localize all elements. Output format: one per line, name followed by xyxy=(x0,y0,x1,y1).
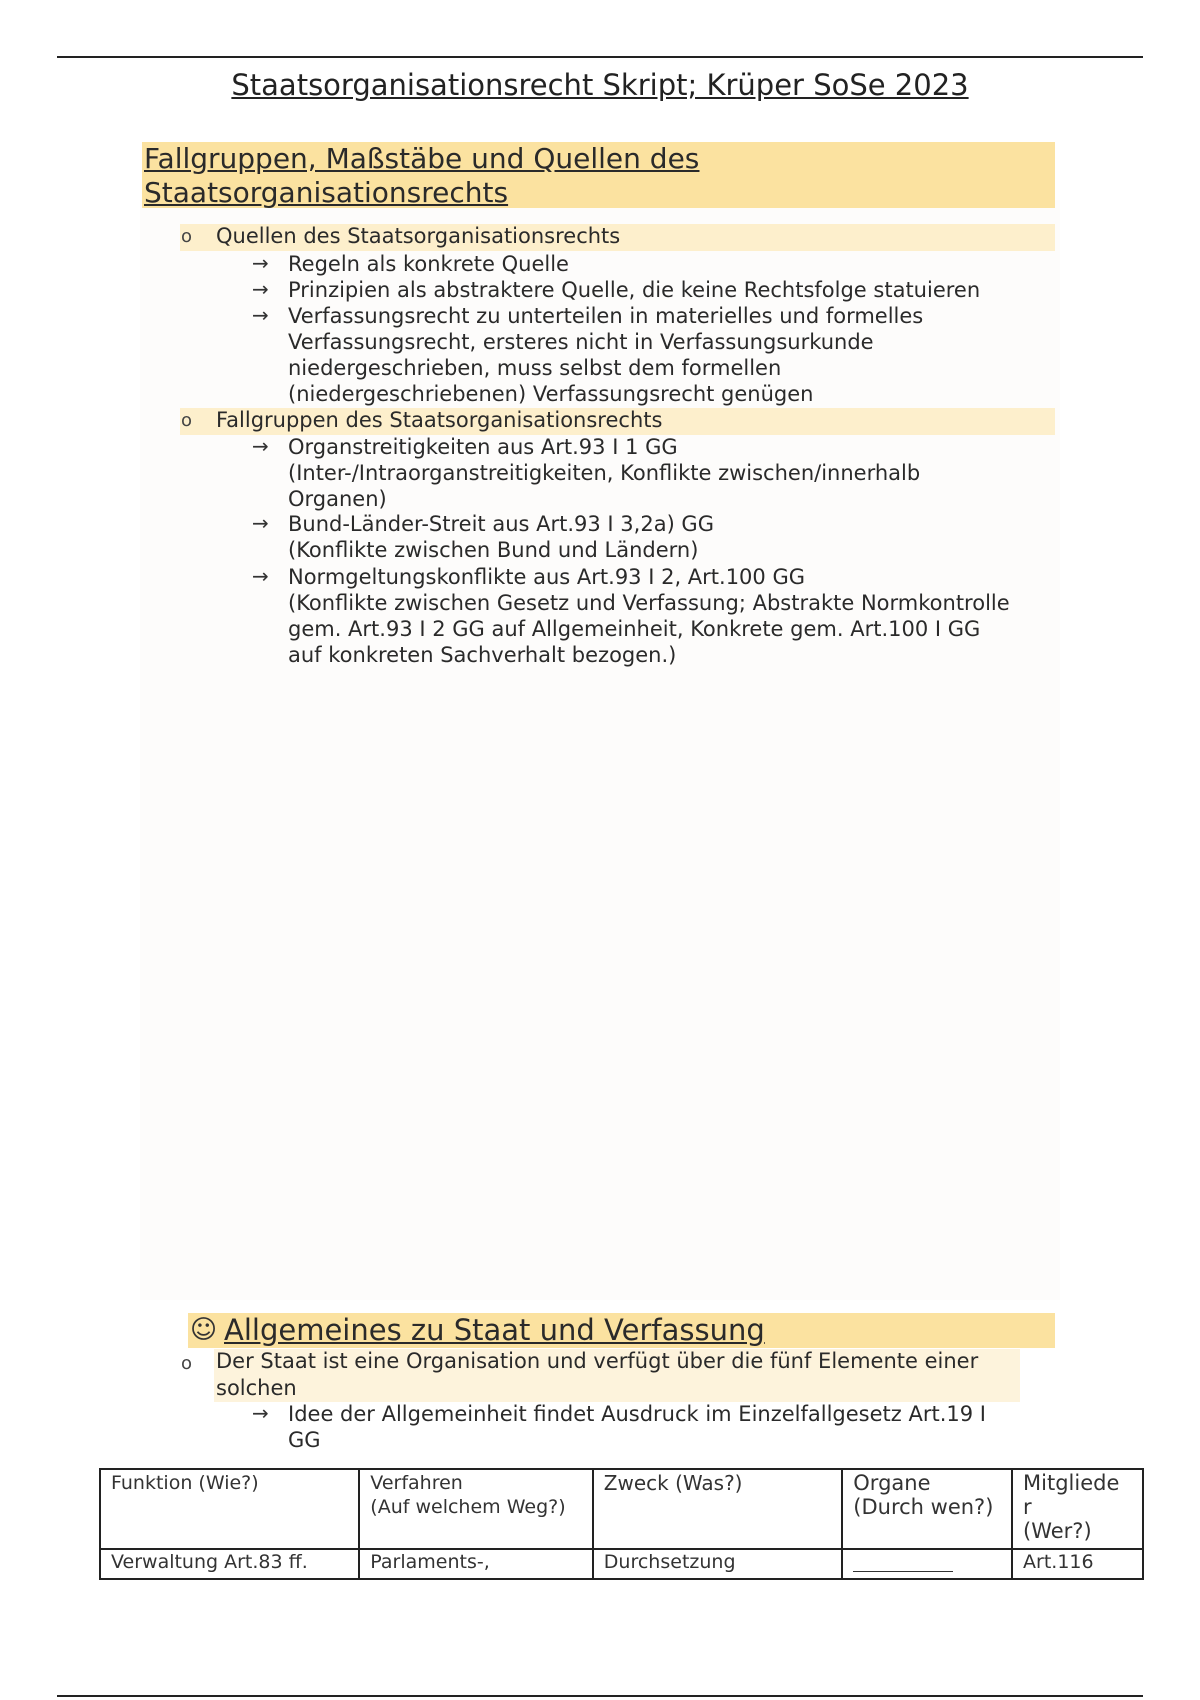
point-staat: Der Staat ist eine Organisation und verfügt über die fünf Elemente einer solchen xyxy=(216,1349,979,1400)
list-item: Bund-Länder-Streit aus Art.93 I 3,2a) GG (Konflikte zwischen Bund und Ländern) xyxy=(288,512,714,562)
table-header-row xyxy=(100,1469,1143,1549)
list-item: Verfassungsrecht zu unterteilen in materielles und formelles Verfassungsrecht, ersteres nicht in Verfassungsurkunde niedergeschrieben, muss selbst dem formellen (niedergeschriebenen) Verfassungsrecht genügen xyxy=(288,304,924,406)
arrow-icon: → xyxy=(252,277,269,301)
arrow-icon: → xyxy=(252,303,269,327)
functions-table xyxy=(99,1468,1144,1580)
subheading-quellen: Quellen des Staatsorganisationsrechts xyxy=(216,224,621,248)
bottom-rule xyxy=(57,1695,1143,1697)
table-cell: Art.116 xyxy=(1012,1549,1143,1579)
bullet-quellen: o xyxy=(181,226,193,247)
document-title: Staatsorganisationsrecht Skript; Krüper SoSe 2023 xyxy=(231,68,969,102)
subheading-fallgruppen: Fallgruppen des Staatsorganisationsrechts xyxy=(216,408,663,432)
arrow-icon: → xyxy=(252,251,269,275)
header-verfahren: Verfahren (Auf welchem Weg?) xyxy=(359,1469,593,1549)
header-organe: Organe (Durch wen?) xyxy=(842,1469,1012,1549)
table-cell: Verwaltung Art.83 ff. xyxy=(100,1549,359,1579)
header-zweck: Zweck (Was?) xyxy=(593,1469,842,1549)
blank-line xyxy=(853,1551,953,1572)
top-rule xyxy=(57,56,1143,58)
smiley-icon: ☺ xyxy=(190,1315,218,1345)
list-item: Normgeltungskonflikte aus Art.93 I 2, Art.100 GG (Konflikte zwischen Gesetz und Verfassung; Abstrakte Normkontrolle gem. Art.93 I 2 GG auf Allgemeinheit, Konkrete gem. Art.100 I GG auf konkreten Sachverhalt bezogen.) xyxy=(288,565,1010,667)
header-mitglieder: Mitgliede r (Wer?) xyxy=(1012,1469,1143,1549)
arrow-icon: → xyxy=(252,1401,269,1425)
bullet-staat: o xyxy=(181,1353,193,1374)
arrow-icon: → xyxy=(252,564,269,588)
table-row xyxy=(100,1549,1143,1579)
list-item: Idee der Allgemeinheit findet Ausdruck im Einzelfallgesetz Art.19 I GG xyxy=(288,1402,986,1452)
section-heading-allgemeines xyxy=(188,1313,1055,1348)
heading-line-2: Staatsorganisationsrechts xyxy=(144,176,509,209)
section-heading-fallgruppen xyxy=(142,142,1055,208)
bullet-fallgruppen: o xyxy=(181,410,193,431)
arrow-icon: → xyxy=(252,511,269,535)
header-funktion: Funktion (Wie?) xyxy=(100,1469,359,1549)
table-cell-blank xyxy=(842,1549,1012,1579)
table-cell: Parlaments-, xyxy=(359,1549,593,1579)
list-item: Organstreitigkeiten aus Art.93 I 1 GG (Inter-/Intraorganstreitigkeiten, Konflikte zwischen/innerhalb Organen) xyxy=(288,435,921,511)
section-heading-text: Allgemeines zu Staat und Verfassung xyxy=(224,1313,765,1347)
arrow-icon: → xyxy=(252,434,269,458)
list-item: Prinzipien als abstraktere Quelle, die keine Rechtsfolge statuieren xyxy=(288,278,981,302)
section-heading-text xyxy=(144,142,744,210)
heading-line-1: Fallgruppen, Maßstäbe und Quellen des xyxy=(144,142,700,175)
list-item: Regeln als konkrete Quelle xyxy=(288,252,569,276)
table-cell: Durchsetzung xyxy=(593,1549,842,1579)
